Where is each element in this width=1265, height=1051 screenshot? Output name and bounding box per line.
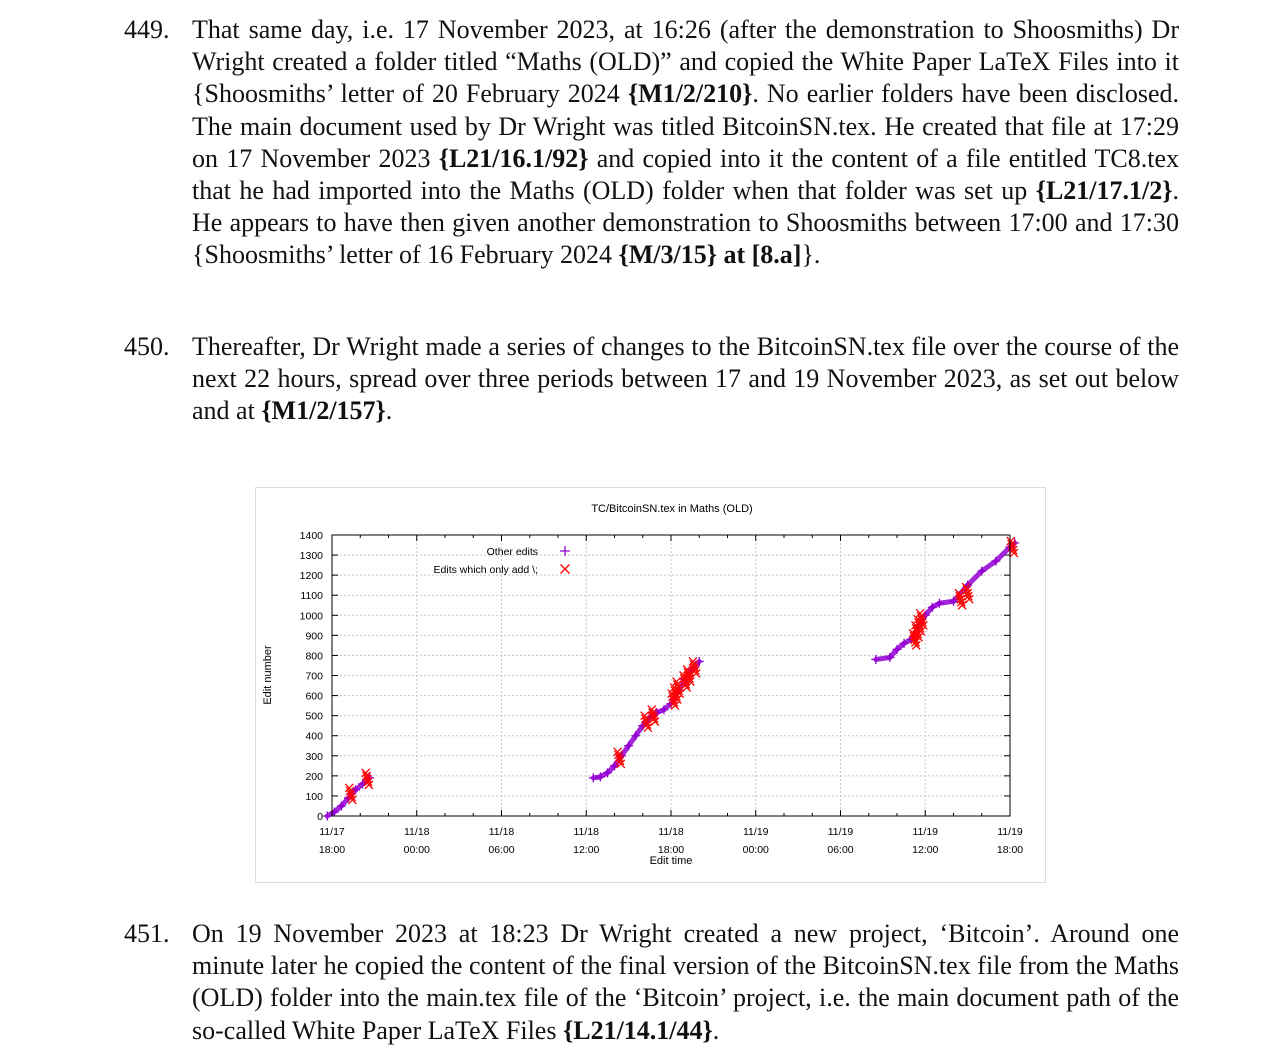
- x-tick-date: 11/18: [658, 826, 684, 838]
- x-tick-time: 18:00: [318, 844, 346, 856]
- paragraph-451: [124, 918, 1180, 1048]
- paragraph-number: 451.: [124, 919, 170, 948]
- y-tick-label: 400: [305, 730, 323, 743]
- y-tick-label: 1400: [299, 530, 323, 542]
- x-tick-time: 06:00: [827, 844, 854, 856]
- reference: {L21/14.1/44}: [562, 1015, 713, 1045]
- density-segment: [982, 561, 996, 571]
- paragraph-number: 449.: [124, 15, 170, 44]
- x-tick-date: 11/18: [488, 826, 515, 838]
- reference: {M1/2/157}: [261, 396, 386, 426]
- paragraph-text: [192, 331, 1179, 428]
- x-tick-date: 11/19: [827, 826, 854, 838]
- text-run: .: [385, 396, 393, 426]
- y-tick-label: 1300: [299, 550, 323, 563]
- chart-title: TC/BitcoinSN.tex in Maths (OLD): [591, 503, 753, 515]
- reference: {L21/16.1/92}: [438, 143, 589, 173]
- x-tick-time: 12:00: [573, 844, 600, 856]
- y-tick-label: 300: [305, 750, 323, 763]
- text-run: . He appears to have then given another demonstration to Shoosmiths between 17:00 and 17:30 {Shoosmiths’ letter of 16 February 2024: [192, 176, 1179, 270]
- y-tick-label: 800: [305, 650, 323, 663]
- x-tick-time: 06:00: [488, 844, 515, 856]
- y-axis-label: Edit number: [262, 645, 274, 705]
- paragraph-number: 450.: [124, 332, 170, 361]
- legend-cross-icon: [561, 565, 570, 574]
- y-tick-label: 900: [305, 630, 323, 643]
- legend-label: Edits which only add \;: [433, 564, 538, 576]
- text-run: Thereafter, Dr Wright made a series of changes to the BitcoinSN.tex file over the course of the next 22 hours, spread over three periods between 17 and 19 November 2023, as set out below and at: [192, 332, 1179, 426]
- text-run: and copied into it the content of a file entitled TC8.tex that he had imported into the Maths (OLD) folder when that folder was set up: [192, 143, 1179, 206]
- density-segment: [996, 547, 1010, 561]
- reference: {M/3/15} at [8.a]: [618, 240, 802, 270]
- add-only-cluster: [345, 537, 1018, 804]
- x-tick-date: 11/19: [997, 826, 1023, 838]
- scatter-chart: [256, 488, 1047, 884]
- x-tick-time: 00:00: [742, 844, 769, 856]
- legend-plus-icon: [560, 546, 570, 556]
- x-tick-time: 12:00: [912, 844, 939, 856]
- x-tick-date: 11/19: [743, 826, 769, 838]
- y-tick-label: 1100: [300, 590, 323, 603]
- x-tick-date: 11/17: [319, 826, 345, 838]
- y-tick-label: 600: [305, 690, 323, 703]
- paragraph-450: [124, 331, 1180, 431]
- x-tick-time: 18:00: [657, 844, 685, 856]
- text-run: .: [712, 1015, 720, 1045]
- y-tick-label: 700: [305, 670, 323, 683]
- axis-ticks: [300, 530, 1024, 856]
- y-tick-label: 1000: [299, 610, 323, 623]
- paragraph-text: [192, 918, 1179, 1047]
- x-tick-date: 11/18: [573, 826, 599, 838]
- x-axis-label: Edit time: [649, 855, 693, 867]
- x-tick-time: 00:00: [403, 844, 430, 856]
- chart-figure: [255, 487, 1046, 883]
- legend-label: Other edits: [486, 546, 538, 558]
- text-run: On 19 November 2023 at 18:23 Dr Wright created a new project, ‘Bitcoin’. Around one minute later he copied the content of the final version of the BitcoinSN.tex file from the Maths (OLD) folder into the main.tex file of the ‘Bitcoin’ project, i.e. the main document path of the so-called White Paper LaTeX Files: [192, 919, 1179, 1045]
- text-run: That same day, i.e. 17 November 2023, at 16:26 (after the demonstration to Shoosmiths) Dr Wright created a folder titled “Maths (OLD)” and copied the White Paper LaTeX Files into it {Shoosmiths’ letter of 20 February 2024: [192, 15, 1179, 109]
- y-tick-label: 100: [305, 790, 323, 803]
- grid-lines: [332, 535, 1010, 816]
- y-tick-label: 500: [305, 710, 323, 723]
- paragraph-449: [124, 14, 1180, 304]
- paragraph-text: [192, 14, 1179, 272]
- x-tick-date: 11/19: [912, 826, 938, 838]
- y-tick-label: 0: [317, 811, 323, 823]
- reference: {M1/2/210}: [627, 79, 753, 109]
- text-run: }.: [801, 240, 821, 270]
- x-tick-time: 18:00: [996, 844, 1024, 856]
- text-run: . No earlier folders have been disclosed. The main document used by Dr Wright was titled BitcoinSN.tex. He created that file at 17:29 on 17 November 2023: [192, 79, 1179, 173]
- reference: {L21/17.1/2}: [1035, 176, 1173, 206]
- y-tick-label: 200: [305, 770, 323, 783]
- series-add-only-edits: [347, 543, 1017, 798]
- y-tick-label: 1200: [299, 570, 323, 583]
- x-tick-date: 11/18: [404, 826, 430, 838]
